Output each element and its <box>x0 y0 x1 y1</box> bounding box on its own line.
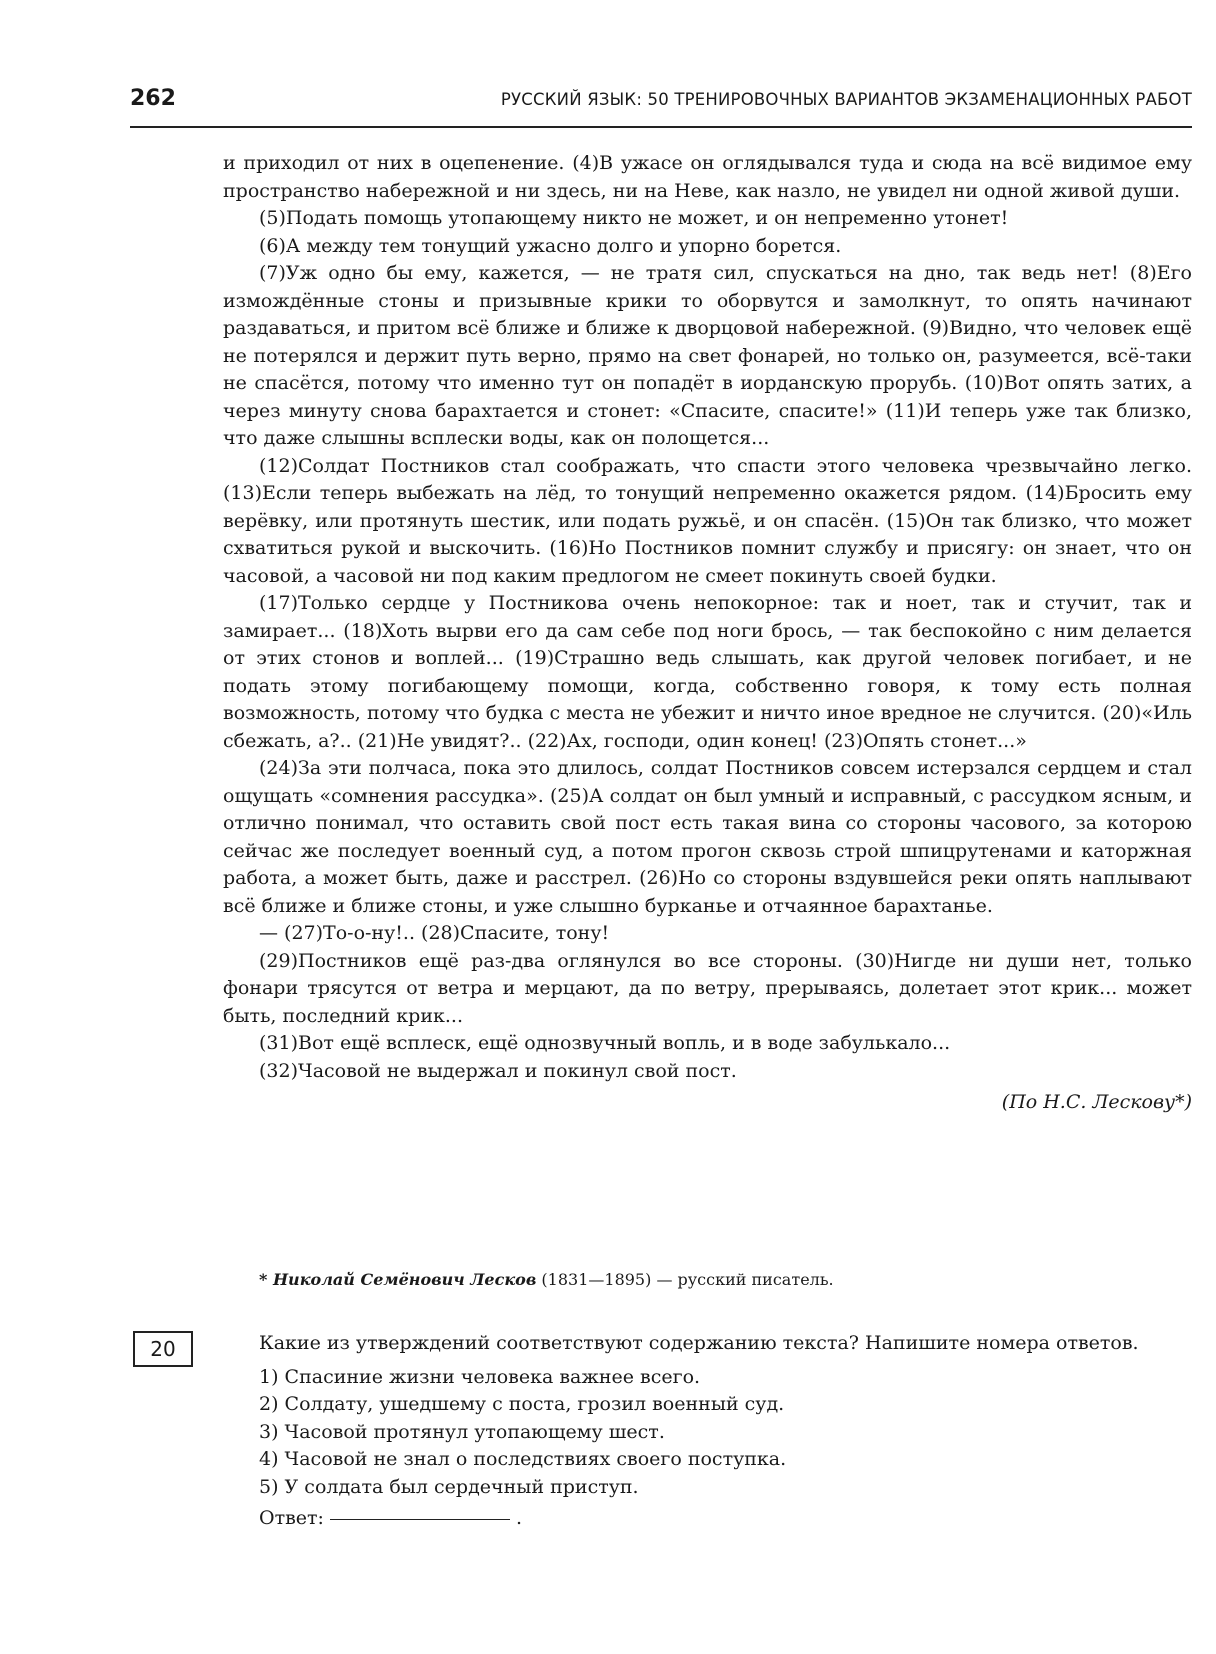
page-header <box>130 86 1192 128</box>
passage-paragraph: — (27)То-о-ну!.. (28)Спасите, тону! <box>259 922 610 944</box>
passage-paragraph: и приходил от них в оцепенение. (4)В ужасе он оглядывался туда и сюда на всё видимое ему пространство набережной и ни здесь, ни на Неве, как назло, не увидел ни одной живой души. <box>223 152 1192 202</box>
answer-option: 1) Спасиние жизни человека важнее всего. <box>259 1365 701 1388</box>
footnote-author: * Николай Семёнович Лесков <box>259 1270 537 1289</box>
answer-label: Ответ: <box>259 1507 324 1529</box>
answer-row <box>223 1505 1192 1533</box>
answer-option: 5) У солдата был сердечный приступ. <box>259 1475 639 1498</box>
answer-period: . <box>515 1507 522 1529</box>
passage-paragraph: (6)А между тем тонущий ужасно долго и упорно борется. <box>259 234 842 257</box>
passage-paragraph: (31)Вот ещё всплеск, ещё однозвучный вопль, и в воде забулькало... <box>259 1032 951 1054</box>
footnote-text: (1831—1895) — русский писатель. <box>536 1270 834 1289</box>
task-question: Какие из утверждений соответствуют содержанию текста? Напишите номера ответов. <box>259 1332 1139 1354</box>
answer-option: 2) Солдату, ушедшему с поста, грозил военный суд. <box>259 1393 785 1415</box>
answer-options <box>223 1364 1192 1502</box>
task-block <box>223 1330 1192 1533</box>
answer-option: 4) Часовой не знал о последствиях своего поступка. <box>259 1448 787 1470</box>
passage-paragraph: (12)Солдат Постников стал соображать, что спасти этого человека чрезвычайно легко. (13)Если теперь выбежать на лёд, то тонущий непременно окажется рядом. (14)Бросить ему верёвку, или протянуть шестик, или подать ружьё, и он спасён. (15)Он так близко, что может схватиться рукой и выскочить. (16)Но Постников помнит службу и присягу: он знает, что он часовой, а часовой ни под каким предлогом не смеет покинуть своей будки. <box>223 454 1192 587</box>
passage <box>223 150 1192 1117</box>
footnote <box>259 1270 1189 1289</box>
attribution: (По Н.С. Лескову*) <box>1001 1091 1192 1113</box>
book-title: РУССКИЙ ЯЗЫК: 50 ТРЕНИРОВОЧНЫХ ВАРИАНТОВ ЭКЗАМЕНАЦИОННЫХ РАБОТ <box>500 90 1192 109</box>
passage-paragraph: (5)Подать помощь утопающему никто не может, и он непременно утонет! <box>259 207 1009 229</box>
passage-paragraph: (24)За эти полчаса, пока это длилось, солдат Постников совсем истерзался сердцем и стал ощущать «сомнения рассудка». (25)А солдат он был умный и исправный, с рассудком ясным, и отлично понимал, что оставить свой пост есть такая вина со стороны часового, за которою сейчас же последует военный суд, а потом прогон сквозь строй шпицрутенами и каторжная работа, а может быть, даже и расстрел. (26)Но со стороны вздувшейся реки опять наплывают всё ближе и ближе стоны, и уже слышно бурканье и отчаянное барахтанье. <box>223 757 1192 917</box>
answer-blank-line[interactable] <box>330 1519 510 1520</box>
page-number: 262 <box>130 86 176 111</box>
passage-paragraph: (7)Уж одно бы ему, кажется, — не тратя сил, спускаться на дно, так ведь нет! (8)Его измождённые стоны и призывные крики то оборвутся и замолкнут, то опять начинают раздаваться, и притом всё ближе и ближе к дворцовой набережной. (9)Видно, что человек ещё не потерялся и держит путь верно, прямо на свет фонарей, но только он, разумеется, всё-таки не спасётся, потому что именно тут он попадёт в иорданскую прорубь. (10)Вот опять затих, а через минуту снова барахтается и стонет: «Спасите, спасите!» (11)И теперь уже так близко, что даже слышны всплески воды, как он полощется... <box>223 262 1192 449</box>
passage-paragraph: (29)Постников ещё раз-два оглянулся во все стороны. (30)Нигде ни души нет, только фонари трясутся от ветра и мерцают, да по ветру, прерываясь, долетает этот крик... может быть, последний крик... <box>223 949 1192 1027</box>
passage-paragraph: (17)Только сердце у Постникова очень непокорное: так и ноет, так и стучит, так и замирает... (18)Хоть вырви его да сам себе под ноги брось, — так беспокойно с ним делается от этих стонов и воплей... (19)Страшно ведь слышать, как другой человек погибает, и не подать этому погибающему помощи, когда, собственно говоря, к тому есть полная возможность, потому что будка с места не убежит и ничто иное вредное не случится. (20)«Иль сбежать, а?.. (21)Не увидят?.. (22)Ах, господи, один конец! (23)Опять стонет...» <box>223 592 1192 752</box>
answer-option: 3) Часовой протянул утопающему шест. <box>259 1420 665 1443</box>
passage-paragraph: (32)Часовой не выдержал и покинул свой пост. <box>259 1059 737 1082</box>
task-number-box: 20 <box>133 1331 193 1367</box>
